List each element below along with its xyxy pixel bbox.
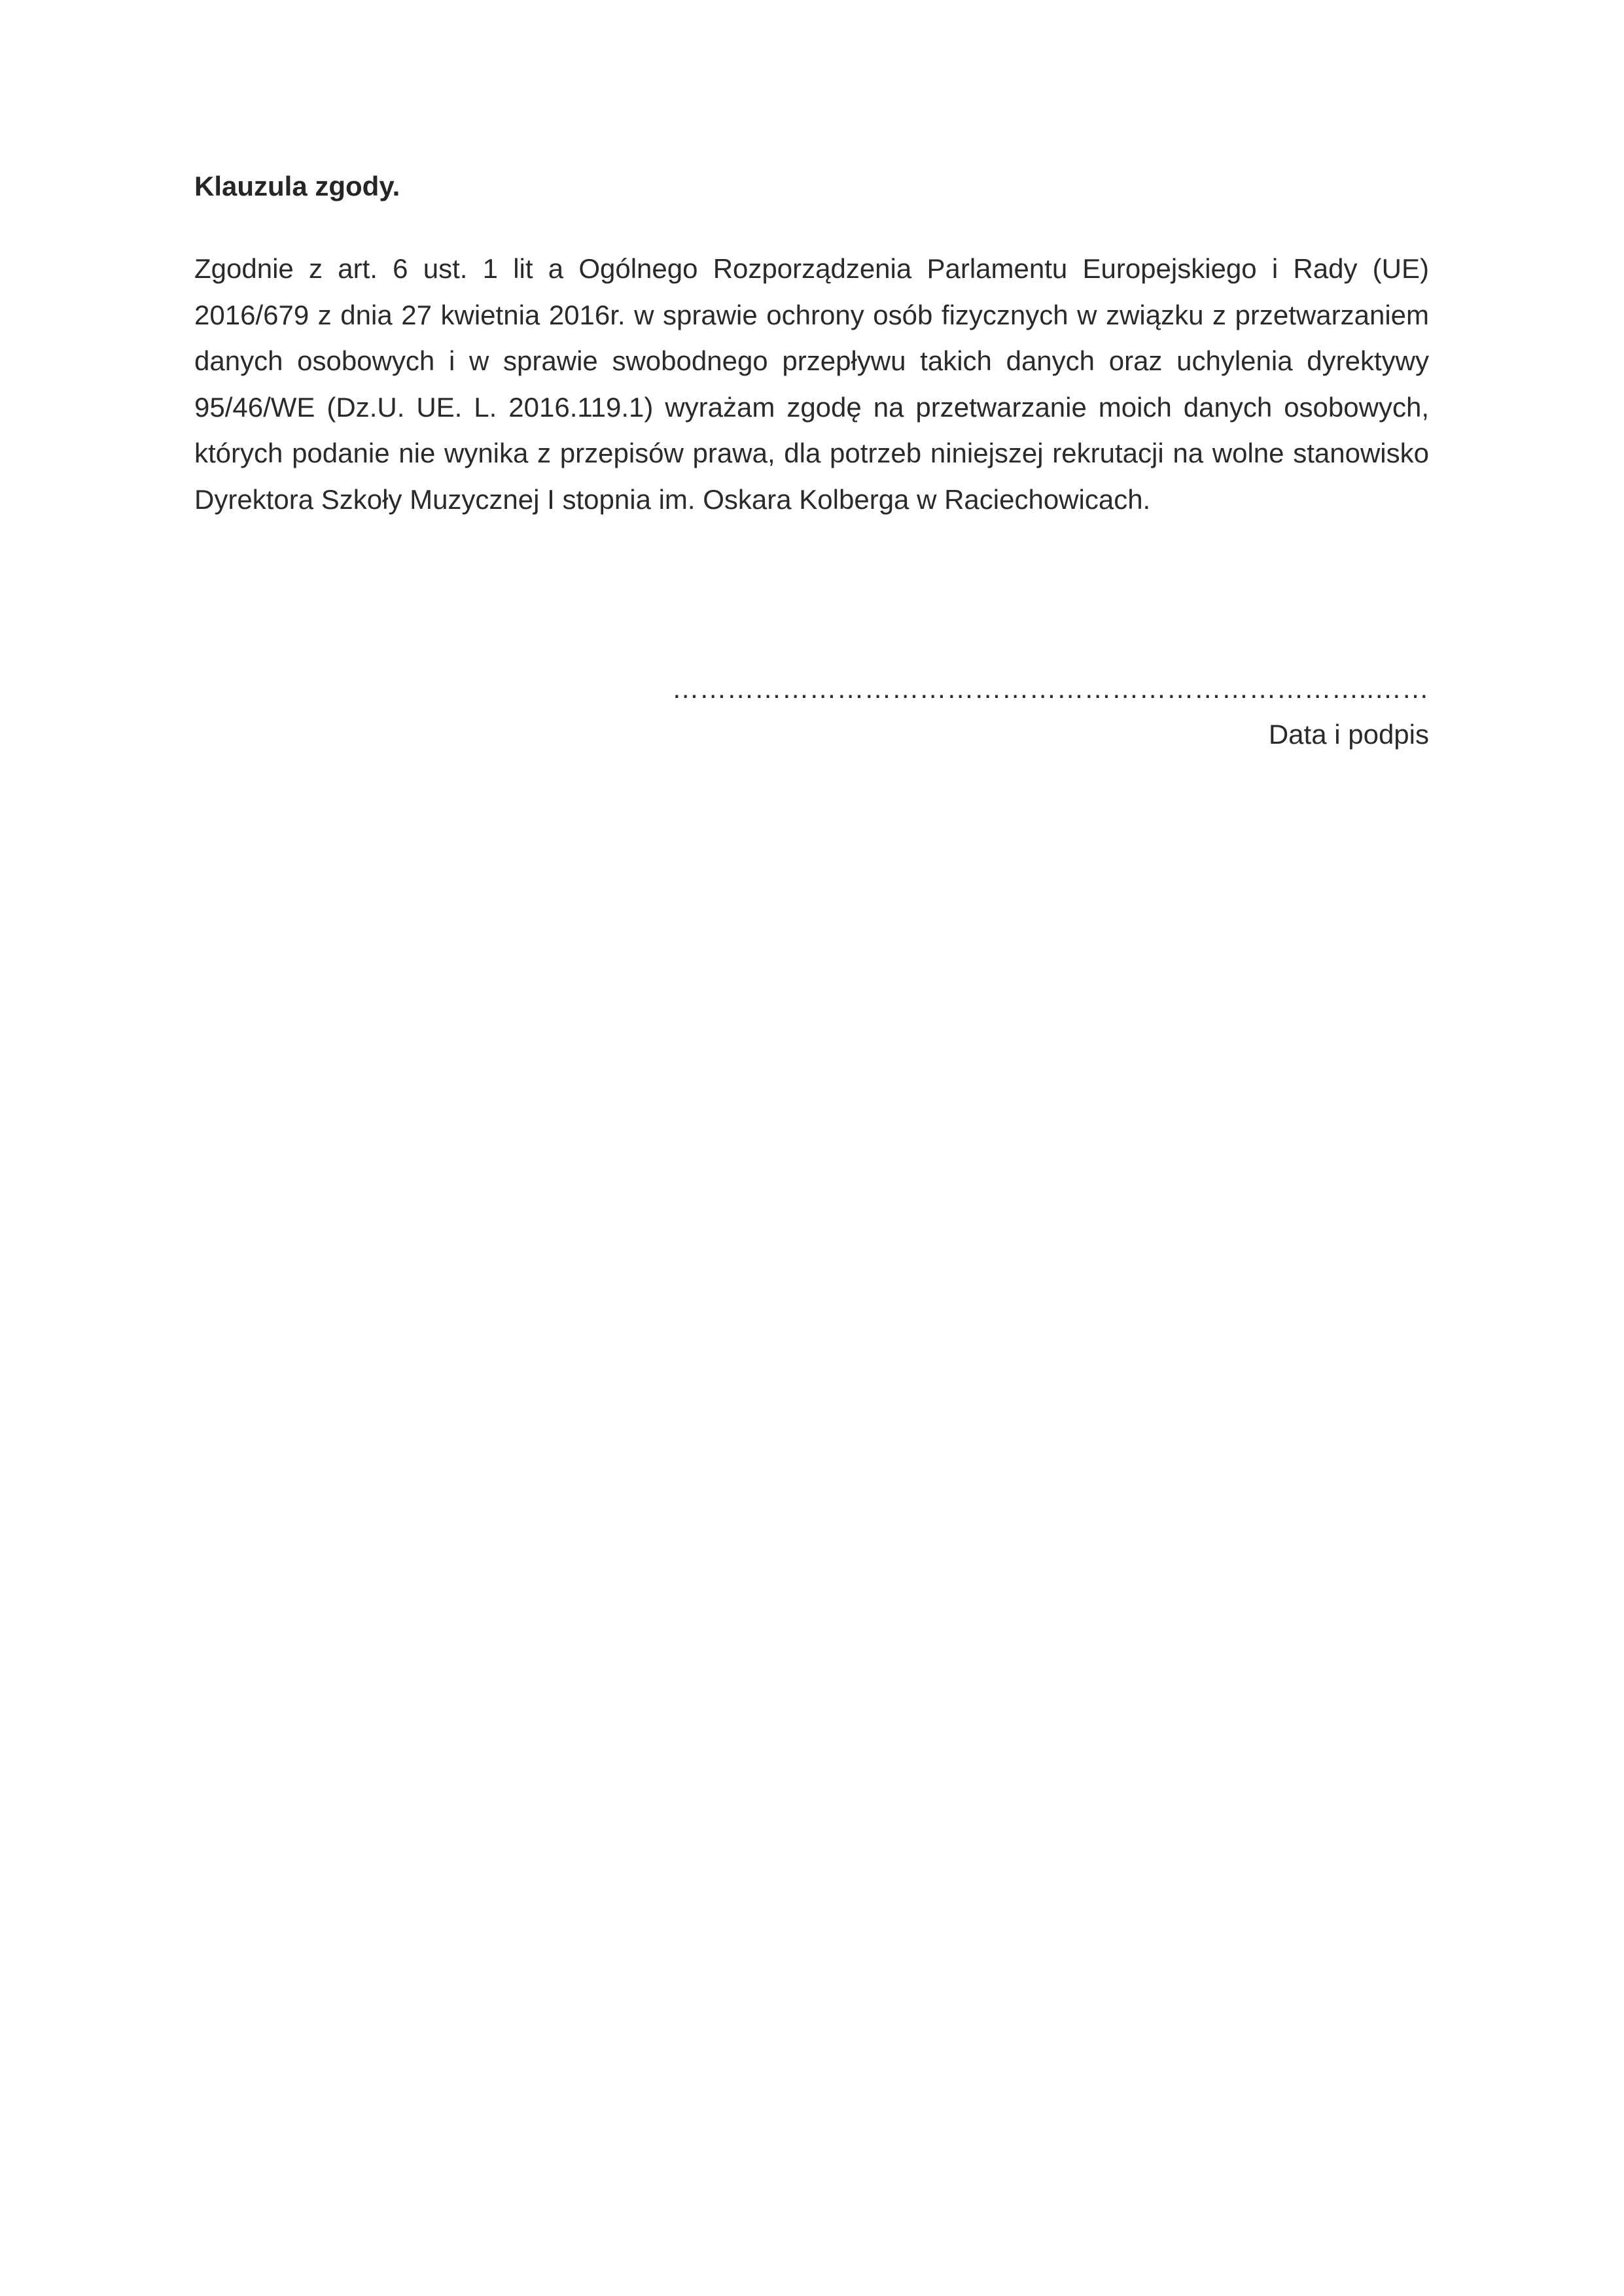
document-heading: Klauzula zgody. xyxy=(194,171,400,201)
signature-dotted-line: …………………………………………………………………..…… xyxy=(671,673,1429,704)
signature-block xyxy=(672,674,1429,757)
signature-label: Data i podpis xyxy=(1268,719,1429,750)
document-content xyxy=(194,164,1429,523)
consent-clause-text: Zgodnie z art. 6 ust. 1 lit a Ogólnego Rozporządzenia Parlamentu Europejskiego i Rady (UE) 2016/679 z dnia 27 kwietnia 2016r. w sprawie ochrony osób fizycznych w związku z przetwarzaniem danych osobowych i w sprawie swobodnego przepływu takich danych oraz uchylenia dyrektywy 95/46/WE (Dz.U. UE. L. 2016.119.1) wyrażam zgodę na przetwarzanie moich danych osobowych, których podanie nie wynika z przepisów prawa, dla potrzeb niniejszej rekrutacji na wolne stanowisko Dyrektora Szkoły Muzycznej I stopnia im. Oskara Kolberga w Raciechowicach. xyxy=(194,253,1429,515)
